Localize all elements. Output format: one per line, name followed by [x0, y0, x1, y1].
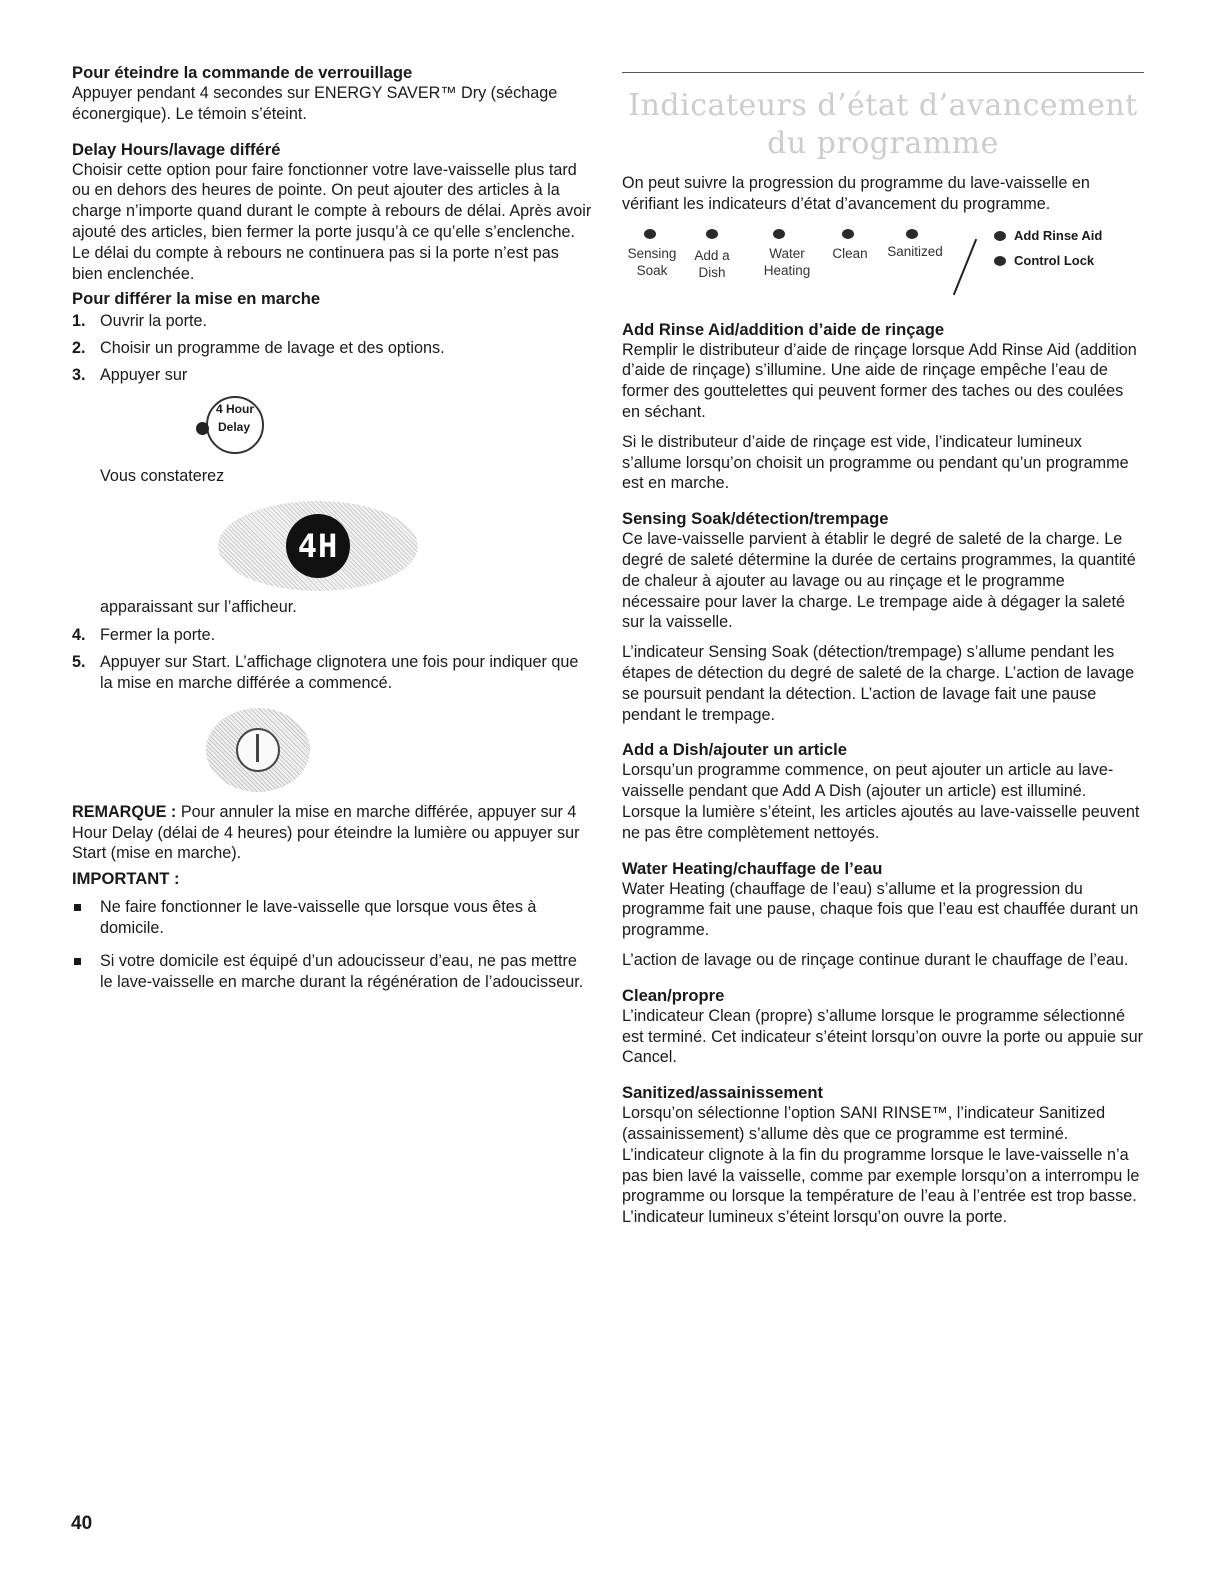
clean-heading: Clean/propre	[622, 985, 725, 1005]
label-sanitized: Sanitized	[887, 243, 943, 259]
right-column	[622, 72, 1144, 1228]
display-readout: 4H	[286, 514, 350, 578]
water-heating-para-1: Water Heating (chauffage de l’eau) s’allume et la progression du programme fait une pause, chaque fois que l’eau est chauffée durant un programme.	[622, 879, 1139, 940]
led-add-rinse-aid	[994, 231, 1006, 241]
section-rule	[622, 72, 1144, 73]
key-indicator-light	[196, 422, 209, 435]
rinse-aid-para-2: Si le distributeur d’aide de rinçage est vide, l’indicateur lumineux s’allume lorsqu’on choisit un programme ou pendant qu’un programme est en marche.	[622, 432, 1129, 493]
four-hour-delay-key-icon	[192, 392, 282, 454]
led-clean	[842, 229, 854, 239]
left-column	[72, 62, 592, 1004]
led-sanitized	[906, 229, 918, 239]
remark-text: Pour annuler la mise en marche différée, appuyer sur 4 Hour Delay (délai de 4 heures) pour éteindre la lumière ou appuyer sur Start (mise en marche).	[72, 802, 580, 863]
step-3: 3. Appuyer sur	[72, 365, 188, 384]
notice-text: Vous constaterez	[100, 466, 225, 485]
sensing-soak-para-1: Ce lave-vaisselle parvient à établir le degré de saleté de la charge. Le degré de saleté détermine la durée de certains programmes, la quantité de chaleur à ajouter au lavage ou au rinçage et le programme nécessaire pour laver la charge. Le trempage aide à dégager la saleté sur la vaisselle.	[622, 530, 1136, 632]
key-label-line2: Delay	[218, 419, 251, 434]
label-sensing-soak: Sensing Soak	[627, 245, 677, 278]
add-dish-para-1: Lorsqu’un programme commence, on peut ajouter un article au lave-vaisselle pendant que Add A Dish (ajouter un article) est illuminé. Lorsque la lumière s’éteint, les articles ajoutés au lave-vaisselle peuvent ne pas être complètement nettoyés.	[622, 761, 1140, 842]
section-title	[622, 87, 1144, 163]
water-heating-para-2: L’action de lavage ou de rinçage continue durant le chauffage de l’eau.	[622, 950, 1129, 969]
label-add-dish: Add a Dish	[694, 247, 730, 280]
remark	[72, 802, 592, 864]
bullet-square-icon	[74, 904, 81, 911]
important-heading: IMPORTANT :	[72, 869, 180, 889]
delay-heading: Delay Hours/lavage différé	[72, 139, 281, 159]
status-indicator-panel	[622, 223, 1144, 303]
defer-steps	[72, 311, 592, 385]
rinse-aid-para-1: Remplir le distributeur d’aide de rinçage lorsque Add Rinse Aid (addition d’aide de rinçage) s’illumine. Une aide de rinçage empêche l’eau de former des gouttelettes qui peuvent former des taches ou des coulées en séchant.	[622, 340, 1137, 421]
sanitized-para-1: Lorsqu’on sélectionne l’option SANI RINSE™, l’indicateur Sanitized (assainissement) s’allume dès que ce programme est terminé. L’indicateur clignote à la fin du programme lorsque le lave-vaisselle n’a pas bien lavé la vaisselle, comme par exemple lorsqu’on a interrompu le programme ou lorsque la température de l’eau à l’entrée est trop basse. L’indicateur lumineux s’éteint lorsqu’on ouvre la porte.	[622, 1104, 1140, 1227]
panel-divider-slash	[953, 238, 977, 294]
clean-para-1: L’indicateur Clean (propre) s’allume lorsque le programme sélectionné est terminé. Cet indicateur s’éteint lorsqu’on ouvre la porte ou appuie sur Cancel.	[622, 1006, 1143, 1067]
water-heating-heading: Water Heating/chauffage de l’eau	[622, 858, 883, 878]
label-add-rinse-aid: Add Rinse Aid	[1014, 227, 1103, 243]
led-control-lock	[994, 256, 1006, 266]
sensing-soak-para-2: L’indicateur Sensing Soak (détection/trempage) s’allume pendant les étapes de détection du degré de saleté de la charge. L’action de lavage se poursuit pendant la détection. L’action de lavage fait une pause pendant le trempage.	[622, 643, 1135, 724]
remark-label: REMARQUE :	[72, 802, 177, 821]
step-5: 5. Appuyer sur Start. L’affichage clignotera une fois pour indiquer que la mise en marche différée a commencé.	[72, 653, 579, 692]
step-2: 2. Choisir un programme de lavage et des options.	[72, 339, 445, 358]
key-label-line1: 4 Hour	[216, 401, 255, 416]
section-title-line1: Indicateurs d’état d’avancement	[628, 88, 1138, 123]
page-number: 40	[71, 1513, 93, 1534]
bullet-square-icon	[74, 958, 81, 965]
important-bullet-1: Ne faire fonctionner le lave-vaisselle que lorsque vous êtes à domicile.	[72, 897, 592, 939]
led-water-heating	[773, 229, 785, 239]
sensing-soak-heading: Sensing Soak/détection/trempage	[622, 509, 889, 529]
led-sensing-soak	[644, 229, 656, 239]
after-display-text: apparaissant sur l’afficheur.	[100, 597, 297, 616]
defer-steps-continued	[72, 625, 592, 693]
add-dish-heading: Add a Dish/ajouter un article	[622, 740, 847, 760]
rinse-aid-heading: Add Rinse Aid/addition d’aide de rinçage	[622, 319, 945, 339]
step-1: 1. Ouvrir la porte.	[72, 312, 208, 331]
start-button-icon	[206, 708, 310, 792]
sanitized-heading: Sanitized/assainissement	[622, 1083, 824, 1103]
label-control-lock: Control Lock	[1014, 252, 1095, 268]
defer-heading: Pour différer la mise en marche	[72, 289, 321, 309]
delay-body: Choisir cette option pour faire fonctionner votre lave-vaisselle plus tard ou en dehors des heures de pointe. On peut ajouter des articles à la charge n’importe quand durant le compte à rebours de délai. Après avoir ajouté des articles, bien fermer la porte jusqu’à ce qu’elle s’enclenche. Le délai du compte à rebours ne continuera pas si la porte n’est pas bien enclenchée.	[72, 160, 592, 283]
section-title-line2: du programme	[767, 126, 999, 161]
display-4h-illustration	[218, 501, 418, 591]
led-add-dish	[706, 229, 718, 239]
important-list	[72, 897, 592, 992]
important-bullet-2: Si votre domicile est équipé d’un adoucisseur d’eau, ne pas mettre le lave-vaisselle en marche durant la régénération de l’adoucisseur.	[72, 951, 592, 993]
step-4: 4. Fermer la porte.	[72, 626, 216, 645]
label-clean: Clean	[832, 245, 868, 261]
intro-text: On peut suivre la progression du programme du lave-vaisselle en vérifiant les indicateurs d’état d’avancement du programme.	[622, 174, 1090, 213]
start-bar	[256, 734, 259, 762]
label-water-heating: Water Heating	[763, 245, 811, 278]
lock-off-heading: Pour éteindre la commande de verrouillage	[72, 63, 413, 82]
lock-off-body: Appuyer pendant 4 secondes sur ENERGY SAVER™ Dry (séchage éconergique). Le témoin s’éteint.	[72, 84, 558, 123]
